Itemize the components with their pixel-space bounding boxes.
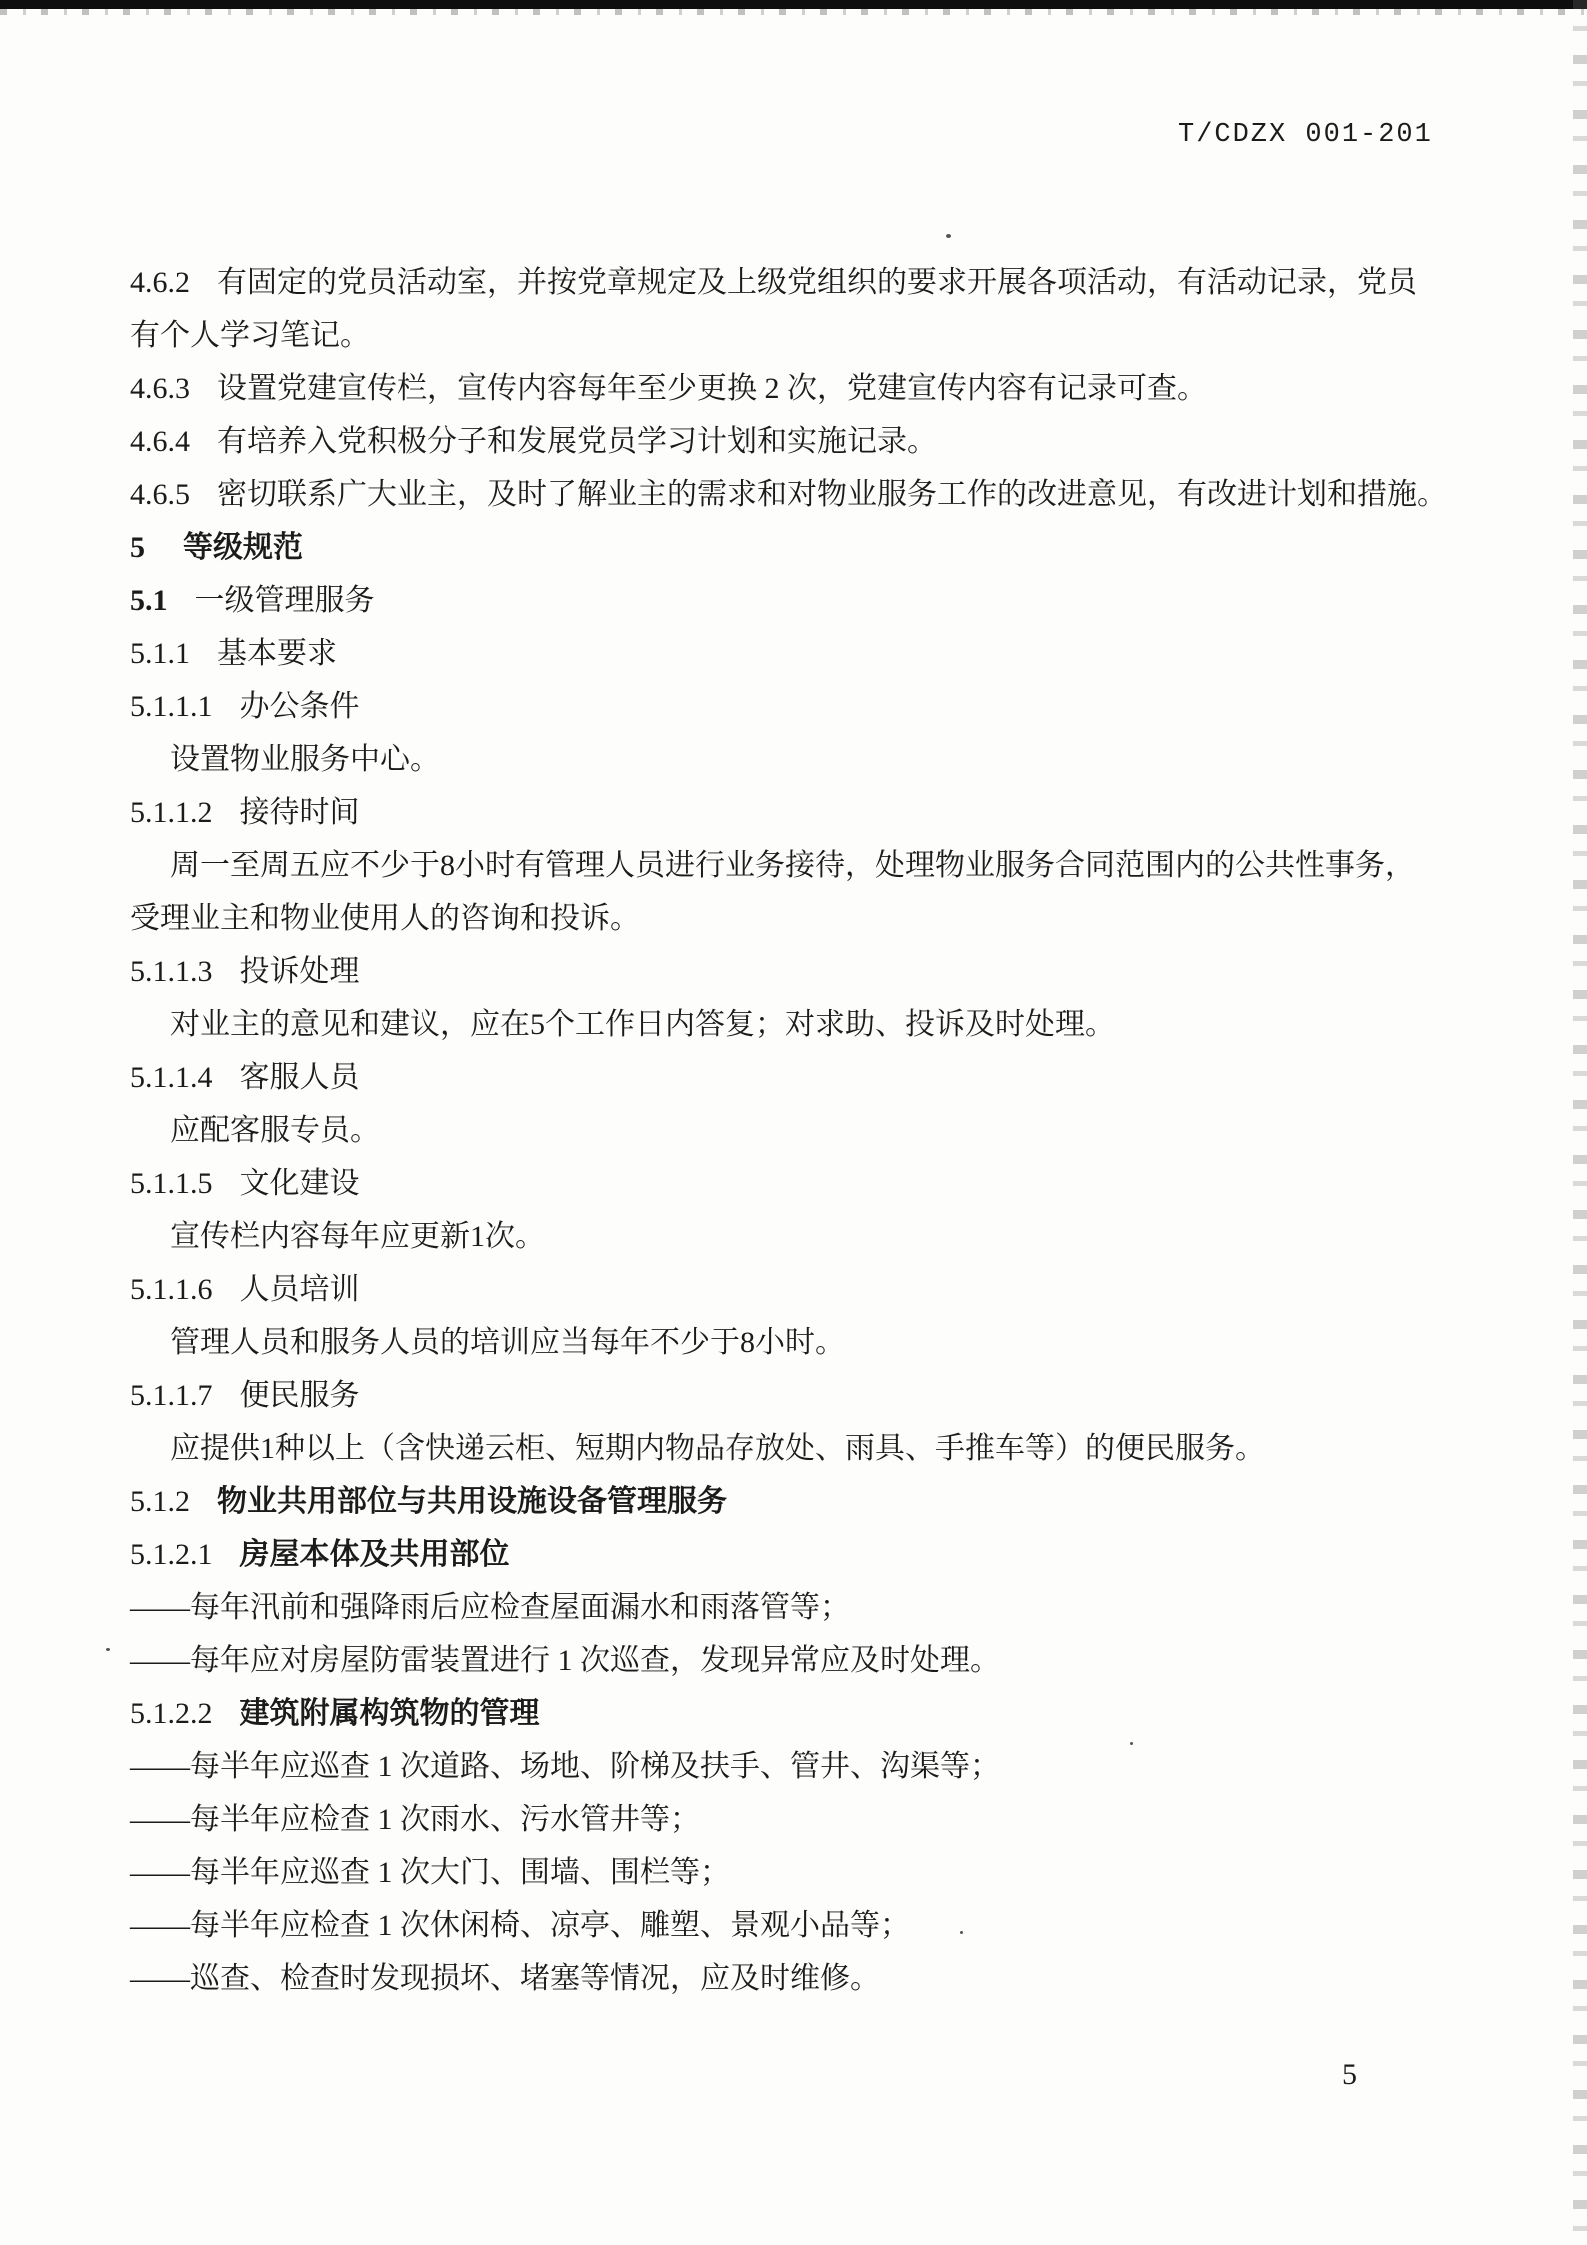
clause-5.1.1.5 xyxy=(130,1157,1466,1210)
paragraph xyxy=(130,1104,1466,1157)
dash-list-item xyxy=(130,1899,1466,1952)
clause-text: 有个人学习笔记。 xyxy=(130,319,370,352)
scan-speck xyxy=(946,234,951,238)
clause-4.6.2 xyxy=(130,256,1466,309)
clause-4.6.2-continuation xyxy=(130,309,1466,362)
paragraph-text: 应提供1种以上（含快递云柜、短期内物品存放处、雨具、手推车等）的便民服务。 xyxy=(170,1432,1265,1465)
paragraph-text: 管理人员和服务人员的培训应当每年不少于8小时。 xyxy=(170,1326,845,1359)
paragraph xyxy=(130,839,1466,892)
clause-title: 物业共用部位与共用设施设备管理服务 xyxy=(217,1485,727,1518)
section-5.1-heading xyxy=(130,574,1466,627)
paragraph xyxy=(130,733,1466,786)
dash-list-item xyxy=(130,1634,1466,1687)
dash-list-item xyxy=(130,1581,1466,1634)
clause-number: 5.1.1.4 xyxy=(130,1061,213,1094)
clause-title: 房屋本体及共用部位 xyxy=(239,1538,510,1571)
dash-list-item xyxy=(130,1740,1466,1793)
clause-text: 有培养入党积极分子和发展党员学习计划和实施记录。 xyxy=(217,425,937,458)
clause-text: 便民服务 xyxy=(239,1379,360,1412)
paragraph xyxy=(130,1422,1466,1475)
paragraph-continuation xyxy=(130,892,1466,945)
paragraph-text: 宣传栏内容每年应更新1次。 xyxy=(170,1220,545,1253)
clause-5.1.1.2 xyxy=(130,786,1466,839)
list-item-text: ——每年汛前和强降雨后应检查屋面漏水和雨落管等； xyxy=(130,1591,850,1624)
list-item-text: ——每年应对房屋防雷装置进行 1 次巡查，发现异常应及时处理。 xyxy=(130,1644,1000,1677)
section-number: 5 xyxy=(130,531,145,564)
paragraph xyxy=(130,1316,1466,1369)
dash-list-item xyxy=(130,1952,1466,2005)
scan-speck xyxy=(106,1648,110,1651)
paragraph-text: 周一至周五应不少于8小时有管理人员进行业务接待，处理物业服务合同范围内的公共性事务， xyxy=(170,849,1415,882)
page-number: 5 xyxy=(1342,2058,1357,2091)
standard-code-header: T/CDZX 001-201 xyxy=(1178,120,1433,150)
scan-edge-artifact-top xyxy=(0,0,1587,9)
clause-number: 5.1.1.6 xyxy=(130,1273,213,1306)
clause-number: 5.1.1.1 xyxy=(130,690,213,723)
section-title: 等级规范 xyxy=(183,531,303,564)
paragraph-text: 设置物业服务中心。 xyxy=(170,743,440,776)
clause-number: 5.1.1.7 xyxy=(130,1379,213,1412)
clause-number: 4.6.3 xyxy=(130,372,190,405)
clause-number: 4.6.5 xyxy=(130,478,190,511)
list-item-text: ——每半年应检查 1 次休闲椅、凉亭、雕塑、景观小品等； xyxy=(130,1909,910,1942)
clause-text: 接待时间 xyxy=(239,796,360,829)
clause-text: 文化建设 xyxy=(239,1167,360,1200)
paragraph-text: 对业主的意见和建议，应在5个工作日内答复；对求助、投诉及时处理。 xyxy=(170,1008,1115,1041)
dash-list-item xyxy=(130,1846,1466,1899)
clause-text: 投诉处理 xyxy=(239,955,360,988)
clause-5.1.1.3 xyxy=(130,945,1466,998)
clause-5.1.2.1 xyxy=(130,1528,1466,1581)
clause-5.1.2.2 xyxy=(130,1687,1466,1740)
clause-number: 5.1.1.2 xyxy=(130,796,213,829)
clause-text: 客服人员 xyxy=(239,1061,360,1094)
scan-noise-top xyxy=(0,9,1587,15)
clause-5.1.2 xyxy=(130,1475,1466,1528)
clause-text: 办公条件 xyxy=(239,690,360,723)
list-item-text: ——每半年应巡查 1 次道路、场地、阶梯及扶手、管井、沟渠等； xyxy=(130,1750,1000,1783)
clause-number: 5.1.2 xyxy=(130,1485,190,1518)
clause-text: 人员培训 xyxy=(239,1273,360,1306)
paragraph xyxy=(130,998,1466,1051)
clause-title: 建筑附属构筑物的管理 xyxy=(239,1697,540,1730)
clause-text: 密切联系广大业主，及时了解业主的需求和对物业服务工作的改进意见，有改进计划和措施。 xyxy=(217,478,1447,511)
clause-number: 4.6.2 xyxy=(130,266,190,299)
clause-number: 5.1.1.3 xyxy=(130,955,213,988)
section-number: 5.1 xyxy=(130,584,168,617)
list-item-text: ——每半年应检查 1 次雨水、污水管井等； xyxy=(130,1803,700,1836)
dash-list-item xyxy=(130,1793,1466,1846)
clause-5.1.1.6 xyxy=(130,1263,1466,1316)
clause-5.1.1.1 xyxy=(130,680,1466,733)
section-title: 一级管理服务 xyxy=(194,584,375,617)
clause-4.6.4 xyxy=(130,415,1466,468)
list-item-text: ——每半年应巡查 1 次大门、围墙、围栏等； xyxy=(130,1856,730,1889)
paragraph xyxy=(130,1210,1466,1263)
paragraph-text: 应配客服专员。 xyxy=(170,1114,380,1147)
clause-text: 有固定的党员活动室，并按党章规定及上级党组织的要求开展各项活动，有活动记录，党员 xyxy=(217,266,1417,299)
clause-number: 5.1.2.1 xyxy=(130,1538,213,1571)
clause-number: 5.1.2.2 xyxy=(130,1697,213,1730)
clause-5.1.1 xyxy=(130,627,1466,680)
clause-number: 5.1.1.5 xyxy=(130,1167,213,1200)
clause-4.6.3 xyxy=(130,362,1466,415)
list-item-text: ——巡查、检查时发现损坏、堵塞等情况，应及时维修。 xyxy=(130,1962,880,1995)
section-5-heading xyxy=(130,521,1466,574)
clause-number: 5.1.1 xyxy=(130,637,190,670)
clause-5.1.1.4 xyxy=(130,1051,1466,1104)
scan-noise-right xyxy=(1573,0,1587,2245)
clause-5.1.1.7 xyxy=(130,1369,1466,1422)
clause-text: 设置党建宣传栏，宣传内容每年至少更换 2 次，党建宣传内容有记录可查。 xyxy=(217,372,1207,405)
clause-number: 4.6.4 xyxy=(130,425,190,458)
document-body xyxy=(130,256,1466,2005)
clause-4.6.5 xyxy=(130,468,1466,521)
clause-text: 基本要求 xyxy=(217,637,337,670)
paragraph-text: 受理业主和物业使用人的咨询和投诉。 xyxy=(130,902,640,935)
